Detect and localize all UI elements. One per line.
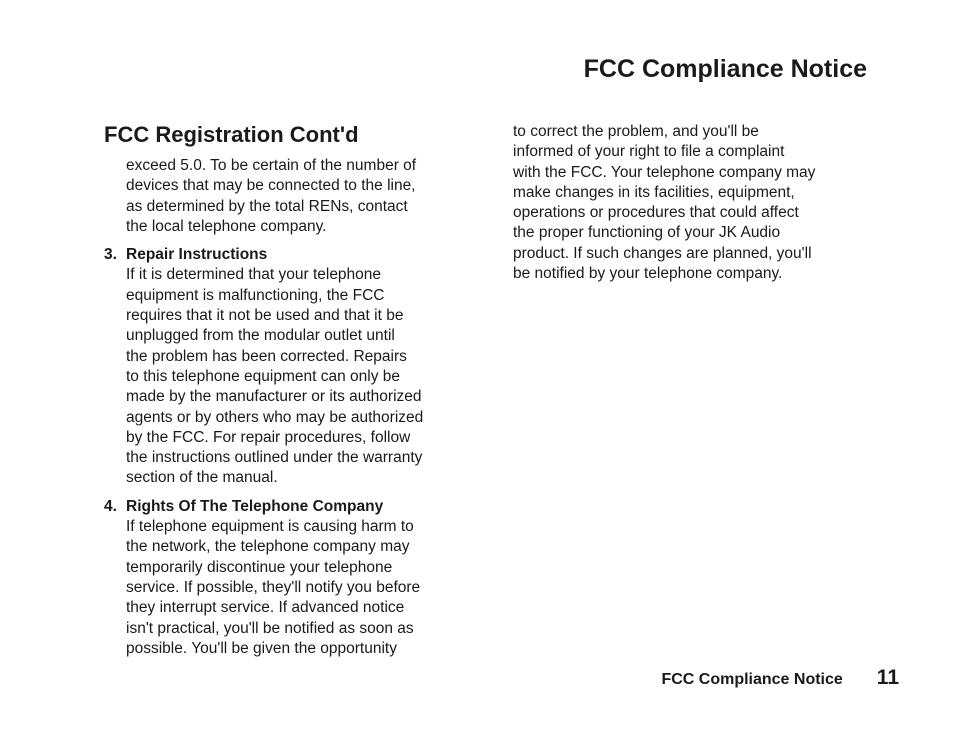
text-line: by the FCC. For repair procedures, follow xyxy=(126,428,411,446)
text-line: as determined by the total RENs, contact xyxy=(126,197,408,215)
intro-paragraph xyxy=(126,156,460,237)
text-line: the local telephone company. xyxy=(126,217,327,235)
item-body xyxy=(126,517,460,659)
text-line: service. If possible, they'll notify you before xyxy=(126,578,421,596)
footer-section-label: FCC Compliance Notice xyxy=(661,671,843,688)
text-line: If it is determined that your telephone xyxy=(126,266,382,284)
text-line: temporarily discontinue your telephone xyxy=(126,558,393,576)
left-column xyxy=(104,120,460,659)
right-column xyxy=(513,122,853,284)
item-number: 3. xyxy=(104,246,117,264)
text-line: equipment is malfunctioning, the FCC xyxy=(126,286,385,304)
page-number: 11 xyxy=(876,666,899,689)
text-line: operations or procedures that could affect xyxy=(513,204,799,222)
text-line: agents or by others who may be authorized xyxy=(126,408,424,426)
text-line: isn't practical, you'll be notified as soon as xyxy=(126,619,414,637)
text-line: section of the manual. xyxy=(126,469,278,487)
list-item-repair-instructions xyxy=(104,245,460,489)
text-line: with the FCC. Your telephone company may xyxy=(513,163,816,181)
text-line: the instructions outlined under the warranty xyxy=(126,449,423,467)
text-line: to correct the problem, and you'll be xyxy=(513,123,759,140)
text-line: product. If such changes are planned, you'll xyxy=(513,244,812,262)
section-heading: FCC Registration Cont'd xyxy=(104,122,359,147)
item-body xyxy=(126,265,460,488)
text-line: exceed 5.0. To be certain of the number of xyxy=(126,157,417,174)
text-line: made by the manufacturer or its authorized xyxy=(126,388,422,406)
item-title: Rights Of The Telephone Company xyxy=(126,497,384,515)
list-item-rights-of-telephone-company xyxy=(104,497,460,659)
text-line: the proper functioning of your JK Audio xyxy=(513,224,781,242)
item-number: 4. xyxy=(104,497,117,515)
text-line: the network, the telephone company may xyxy=(126,538,410,556)
text-line: to this telephone equipment can only be xyxy=(126,367,401,385)
text-line: informed of your right to file a complaint xyxy=(513,143,785,161)
text-line: possible. You'll be given the opportunity xyxy=(126,639,397,657)
item-title: Repair Instructions xyxy=(126,246,268,264)
text-line: unplugged from the modular outlet until xyxy=(126,327,395,345)
text-line: devices that may be connected to the line, xyxy=(126,177,416,195)
text-line: be notified by your telephone company. xyxy=(513,265,783,283)
text-line: they interrupt service. If advanced notice xyxy=(126,599,405,617)
text-line: make changes in its facilities, equipment, xyxy=(513,183,795,201)
text-line: requires that it not be used and that it be xyxy=(126,307,404,325)
text-line: the problem has been corrected. Repairs xyxy=(126,347,407,365)
text-line: If telephone equipment is causing harm to xyxy=(126,518,414,536)
page-title: FCC Compliance Notice xyxy=(583,55,867,83)
page-footer xyxy=(661,666,899,690)
